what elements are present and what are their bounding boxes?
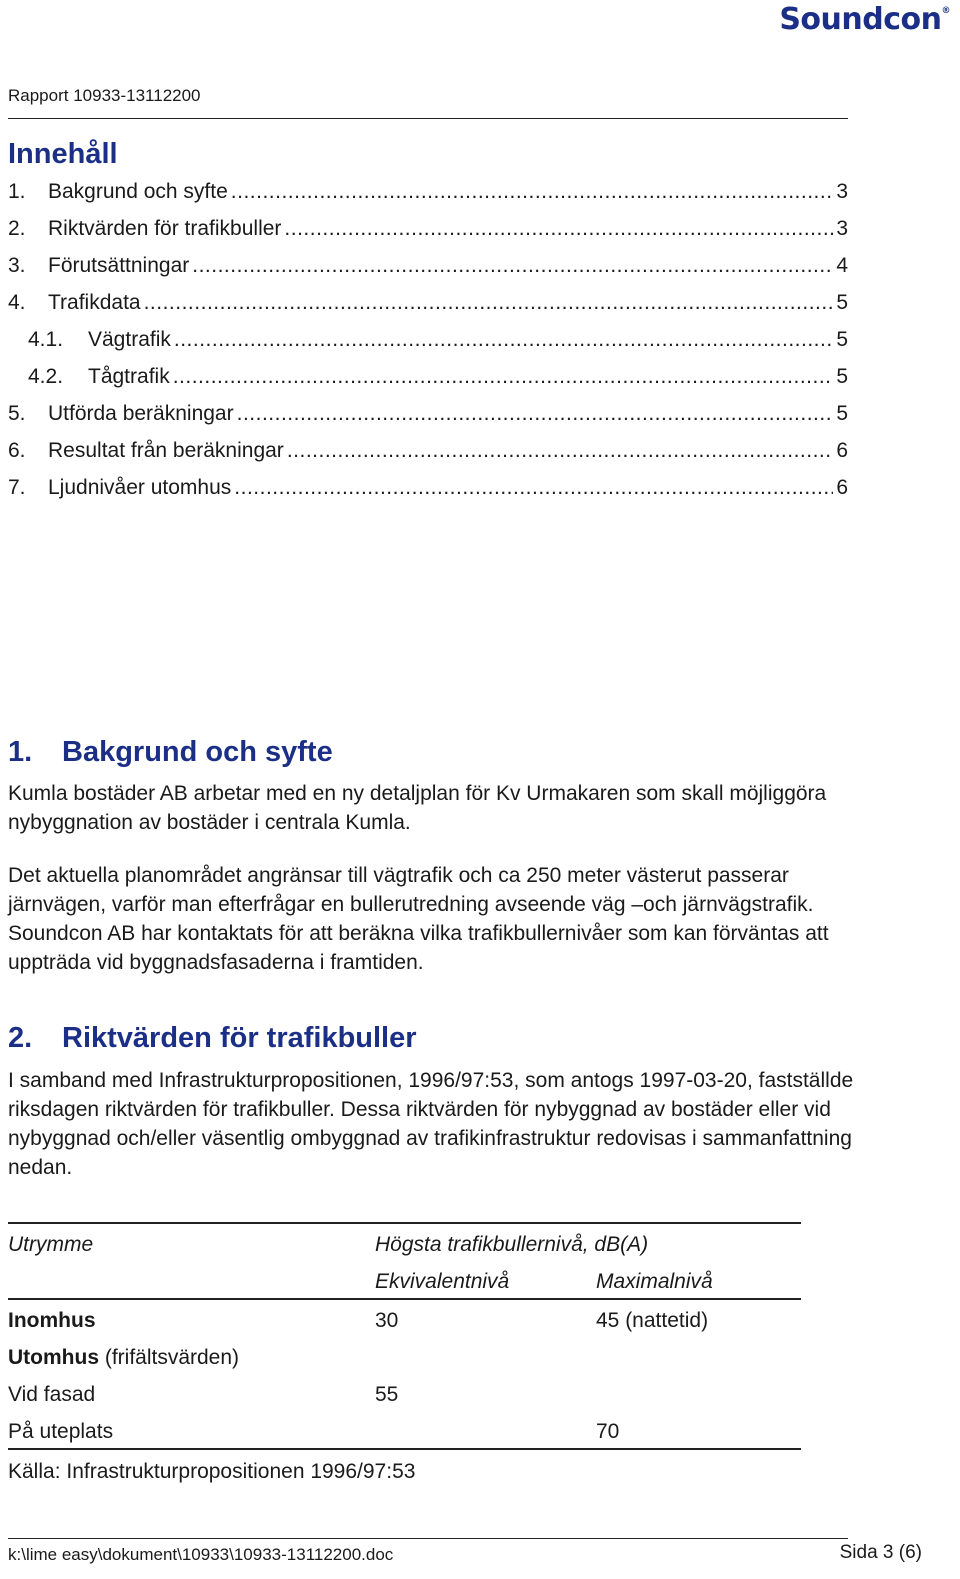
toc-entry-page: 5 bbox=[836, 291, 848, 314]
toc-entry-number: 4.2. bbox=[28, 365, 64, 388]
table-header-row bbox=[8, 1224, 801, 1261]
toc-title: Innehåll bbox=[8, 138, 118, 170]
toc-leader bbox=[144, 291, 834, 315]
toc-entry[interactable] bbox=[8, 365, 848, 402]
section-2-heading bbox=[8, 1022, 417, 1055]
section-1-paragraph-2: Det aktuella planområdet angränsar till vägtrafik och ca 250 meter västerut passerar järnvägen, varför man efterfrågar en bullerutredning avseende väg –och järnvägstrafik. Soundcon AB har kontaktats för att beräkna vilka trafikbullernivåer som kan förväntas att uppträda vid byggnadsfasaderna i framtiden. bbox=[8, 864, 829, 974]
section-1-paragraph-1: Kumla bostäder AB arbetar med en ny detaljplan för Kv Urmakaren som skall möjliggöra nybyggnation av bostäder i centrala Kumla. bbox=[8, 782, 827, 834]
section-1-heading bbox=[8, 736, 333, 769]
toc-entry[interactable] bbox=[8, 439, 848, 476]
toc-entry-number: 4.1. bbox=[28, 328, 64, 351]
table-bottom-rule bbox=[8, 1448, 801, 1450]
toc-leader bbox=[287, 439, 834, 463]
toc-entry-title: Resultat från beräkningar bbox=[48, 439, 284, 462]
row-label: Inomhus bbox=[8, 1309, 96, 1332]
column-header-equivalent: Ekvivalentnivå bbox=[375, 1270, 510, 1293]
row-equivalent-value: 55 bbox=[375, 1383, 399, 1406]
toc-entry-title: Tågtrafik bbox=[88, 365, 170, 388]
header-divider bbox=[8, 118, 848, 119]
toc-entry-page: 6 bbox=[836, 439, 848, 462]
toc-entry-number: 3. bbox=[8, 254, 26, 277]
section-title: Bakgrund och syfte bbox=[62, 736, 333, 768]
toc-entry-title: Trafikdata bbox=[48, 291, 141, 314]
toc-entry[interactable] bbox=[8, 217, 848, 254]
table-row bbox=[8, 1411, 801, 1448]
toc-entry-title: Ljudnivåer utomhus bbox=[48, 476, 232, 499]
column-header-space: Utrymme bbox=[8, 1233, 94, 1256]
section-number: 2. bbox=[8, 1022, 33, 1054]
toc-entry-number: 4. bbox=[8, 291, 26, 314]
toc-leader bbox=[231, 180, 834, 204]
toc-leader bbox=[284, 217, 833, 241]
toc-leader bbox=[192, 254, 833, 278]
toc-entry[interactable] bbox=[8, 291, 848, 328]
row-label: På uteplats bbox=[8, 1420, 114, 1443]
toc-entry-number: 2. bbox=[8, 217, 26, 240]
row-label: Utomhus (frifältsvärden) bbox=[8, 1346, 240, 1369]
toc-leader bbox=[173, 365, 834, 389]
section-2-paragraph-1: I samband med Infrastrukturpropositionen, 1996/97:53, som antogs 1997-03-20, fastställde riksdagen riktvärden för trafikbuller. Dessa riktvärden för nybyggnad av bostäder eller vid nybyggnad och/eller väsentlig ombyggnad av trafikinfrastruktur redovisas i sammanfattning nedan. bbox=[8, 1069, 854, 1179]
table-row bbox=[8, 1300, 801, 1337]
footer-file-path: k:\lime easy\dokument\10933\10933-13112200.doc bbox=[8, 1545, 394, 1564]
section-number: 1. bbox=[8, 736, 33, 768]
report-number: Rapport 10933-13112200 bbox=[8, 86, 201, 105]
table-source: Källa: Infrastrukturpropositionen 1996/97:53 bbox=[8, 1460, 416, 1483]
toc-entry-title: Utförda beräkningar bbox=[48, 402, 234, 425]
toc-entry-page: 3 bbox=[836, 180, 848, 203]
row-maximum-value: 70 bbox=[596, 1420, 620, 1443]
table-row bbox=[8, 1337, 801, 1374]
toc-entry[interactable] bbox=[8, 180, 848, 217]
toc-leader bbox=[237, 402, 834, 426]
column-header-maximum: Maximalnivå bbox=[596, 1270, 713, 1293]
toc-entry-page: 4 bbox=[836, 254, 848, 277]
row-label: Vid fasad bbox=[8, 1383, 96, 1406]
toc-entry-title: Vägtrafik bbox=[88, 328, 171, 351]
footer-page-number: Sida 3 (6) bbox=[839, 1542, 922, 1563]
row-equivalent-value: 30 bbox=[375, 1309, 399, 1332]
toc-entry[interactable] bbox=[8, 328, 848, 365]
table-of-contents bbox=[8, 180, 848, 513]
table-subheader-row bbox=[8, 1261, 801, 1298]
section-title: Riktvärden för trafikbuller bbox=[62, 1022, 417, 1054]
footer-divider bbox=[8, 1538, 848, 1539]
toc-entry-number: 7. bbox=[8, 476, 26, 499]
toc-entry-title: Förutsättningar bbox=[48, 254, 190, 277]
toc-entry-page: 5 bbox=[836, 365, 848, 388]
registered-mark: ® bbox=[941, 6, 950, 16]
toc-entry-number: 1. bbox=[8, 180, 26, 203]
toc-entry[interactable] bbox=[8, 254, 848, 291]
toc-entry[interactable] bbox=[8, 402, 848, 439]
toc-entry-page: 5 bbox=[836, 328, 848, 351]
toc-leader bbox=[174, 328, 833, 352]
toc-leader bbox=[234, 476, 833, 500]
noise-limits-table bbox=[8, 1222, 801, 1450]
toc-entry-page: 3 bbox=[836, 217, 848, 240]
table-row bbox=[8, 1374, 801, 1411]
toc-entry-number: 6. bbox=[8, 439, 26, 462]
soundcon-logo: Soundcon® bbox=[779, 2, 950, 37]
toc-entry-number: 5. bbox=[8, 402, 26, 425]
toc-entry-title: Bakgrund och syfte bbox=[48, 180, 228, 203]
toc-entry-title: Riktvärden för trafikbuller bbox=[48, 217, 282, 240]
row-maximum-value: 45 (nattetid) bbox=[596, 1309, 709, 1332]
column-group-header: Högsta trafikbullernivå, dB(A) bbox=[375, 1233, 649, 1256]
toc-entry[interactable] bbox=[8, 476, 848, 513]
toc-entry-page: 6 bbox=[836, 476, 848, 499]
toc-entry-page: 5 bbox=[836, 402, 848, 425]
